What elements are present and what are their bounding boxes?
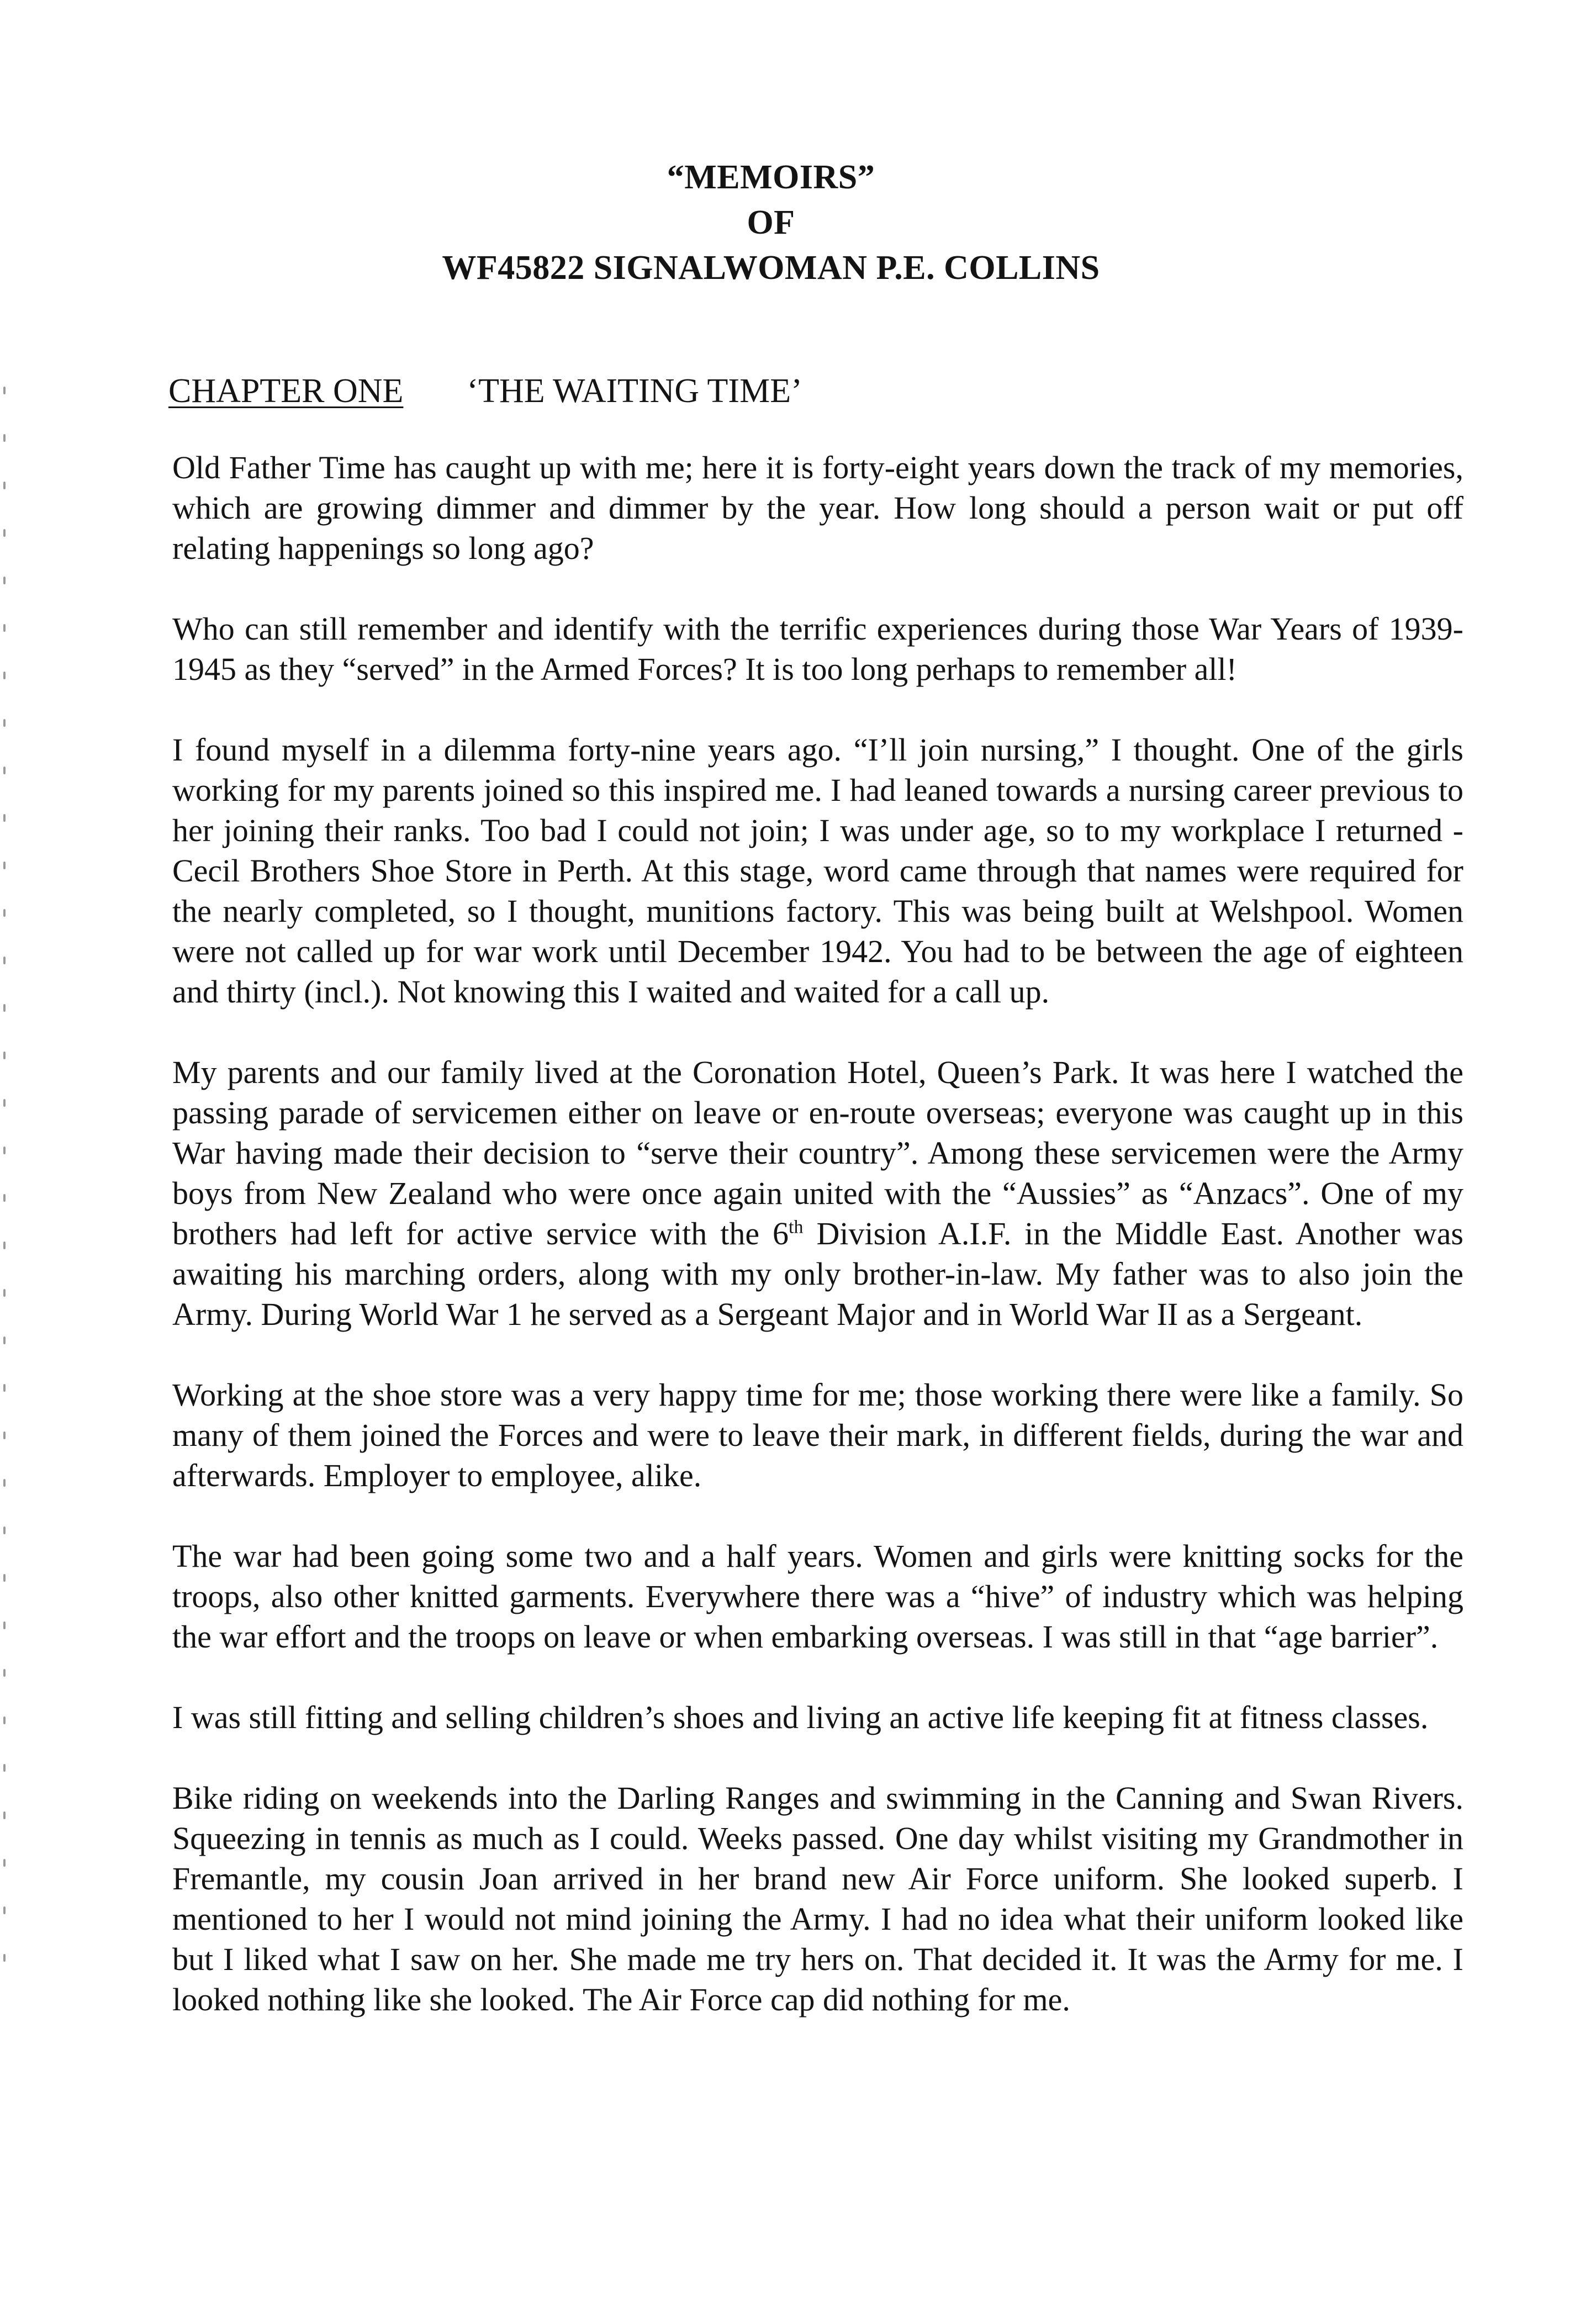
paragraph: The war had been going some two and a half years. Women and girls were knitting socks for the troops, also other knitted garments. Everywhere there was a “hive” of industry which was helping the war effort and the troops on leave or when embarking overseas. I was still in that “age barrier”.: [172, 1538, 1463, 1655]
ordinal-suffix: th: [789, 1217, 804, 1238]
paragraph: Old Father Time has caught up with me; here it is forty-eight years down the track of my memories, which are growing dimmer and dimmer by the year. How long should a person wait or put off relating happenings so long ago?: [172, 450, 1463, 566]
binding-mark: [3, 1906, 6, 1914]
binding-mark: [3, 577, 6, 584]
binding-mark: [3, 1527, 6, 1534]
binding-mark: [3, 862, 6, 869]
binding-mark: [3, 767, 6, 774]
binding-mark: [3, 529, 6, 537]
paragraph-text: Division A.I.F. in the Middle East. Another was awaiting his marching orders, along with my only brother-in-law. My father was to also join the Army. During World War 1 he served as a Sergeant Major and in World War II as a Sergeant.: [172, 1216, 1464, 1332]
binding-mark: [3, 1574, 6, 1582]
binding-mark: [3, 1194, 6, 1202]
binding-mark: [3, 1147, 6, 1154]
paragraph-text: My parents and our family lived at the Coronation Hotel, Queen’s Park. It was here I watched the passing parade of servicemen either on leave or en-route overseas; everyone was caught up in this War having made their decision to “serve their country”. Among these servicemen were the Army boys from New Zealand who were once again united with the “Aussies” as “Anzacs”. One of my brothers had left for active service with the 6: [172, 1054, 1463, 1251]
paragraph: I was still fitting and selling children’s shoes and living an active life keeping fit at fitness classes.: [172, 1699, 1429, 1735]
title-line-memoirs: “MEMOIRS”: [667, 159, 875, 196]
binding-mark: [3, 814, 6, 822]
binding-mark: [3, 1337, 6, 1344]
binding-mark: [3, 1859, 6, 1867]
paragraph: Bike riding on weekends into the Darling Ranges and swimming in the Canning and Swan Rivers. Squeezing in tennis as much as I could. Weeks passed. One day whilst visiting my Grandmother in Fremantle, my cousin Joan arrived in her brand new Air Force uniform. She looked superb. I mentioned to her I would not mind joining the Army. I had no idea what their uniform looked like but I liked what I saw on her. She made me try hers on. That decided it. It was the Army for me. I looked nothing like she looked. The Air Force cap did nothing for me.: [172, 1780, 1463, 2017]
title-line-author: WF45822 SIGNALWOMAN P.E. COLLINS: [442, 249, 1100, 287]
binding-mark: [3, 1669, 6, 1677]
binding-mark: [3, 1954, 6, 1962]
binding-mark: [3, 1004, 6, 1012]
binding-mark: [3, 1764, 6, 1772]
binding-mark: [3, 672, 6, 679]
binding-mark: [3, 624, 6, 632]
chapter-label: CHAPTER ONE: [168, 372, 404, 410]
binding-mark: [3, 719, 6, 727]
binding-mark: [3, 957, 6, 964]
binding-mark: [3, 1811, 6, 1819]
chapter-title: ‘THE WAITING TIME’: [467, 372, 802, 410]
binding-mark: [3, 1621, 6, 1629]
binding-mark: [3, 482, 6, 489]
binding-mark: [3, 387, 6, 394]
chapter-heading: [168, 369, 802, 413]
paragraph: Who can still remember and identify with the terrific experiences during those War Years of 1939-1945 as they “served” in the Armed Forces? It is too long perhaps to remember all!: [172, 611, 1463, 687]
binding-mark: [3, 1052, 6, 1059]
paragraph: Working at the shoe store was a very happy time for me; those working there were like a family. So many of them joined the Forces and were to leave their mark, in different fields, during the war and afterwards. Employer to employee, alike.: [172, 1377, 1463, 1493]
binding-mark: [3, 1289, 6, 1297]
binding-mark: [3, 1384, 6, 1392]
binding-mark: [3, 909, 6, 917]
scan-binding-marks: [3, 387, 7, 1988]
paragraph: I found myself in a dilemma forty-nine years ago. “I’ll join nursing,” I thought. One of the girls working for my parents joined so this inspired me. I had leaned towards a nursing career previous to her joining their ranks. Too bad I could not join; I was under age, so to my workplace I returned - Cecil Brothers Shoe Store in Perth. At this stage, word came through that names were required for the nearly completed, so I thought, munitions factory. This was being built at Welshpool. Women were not called up for war work until December 1942. You had to be between the age of eighteen and thirty (incl.). Not knowing this I waited and waited for a call up.: [172, 732, 1463, 1010]
binding-mark: [3, 1479, 6, 1487]
memoir-body: [172, 447, 1463, 2020]
binding-mark: [3, 434, 6, 442]
binding-mark: [3, 1242, 6, 1249]
title-line-of: OF: [747, 204, 795, 241]
binding-mark: [3, 1716, 6, 1724]
binding-mark: [3, 1432, 6, 1439]
memoir-title: [0, 155, 1575, 290]
binding-mark: [3, 1099, 6, 1107]
paragraph: [172, 1052, 1463, 1334]
